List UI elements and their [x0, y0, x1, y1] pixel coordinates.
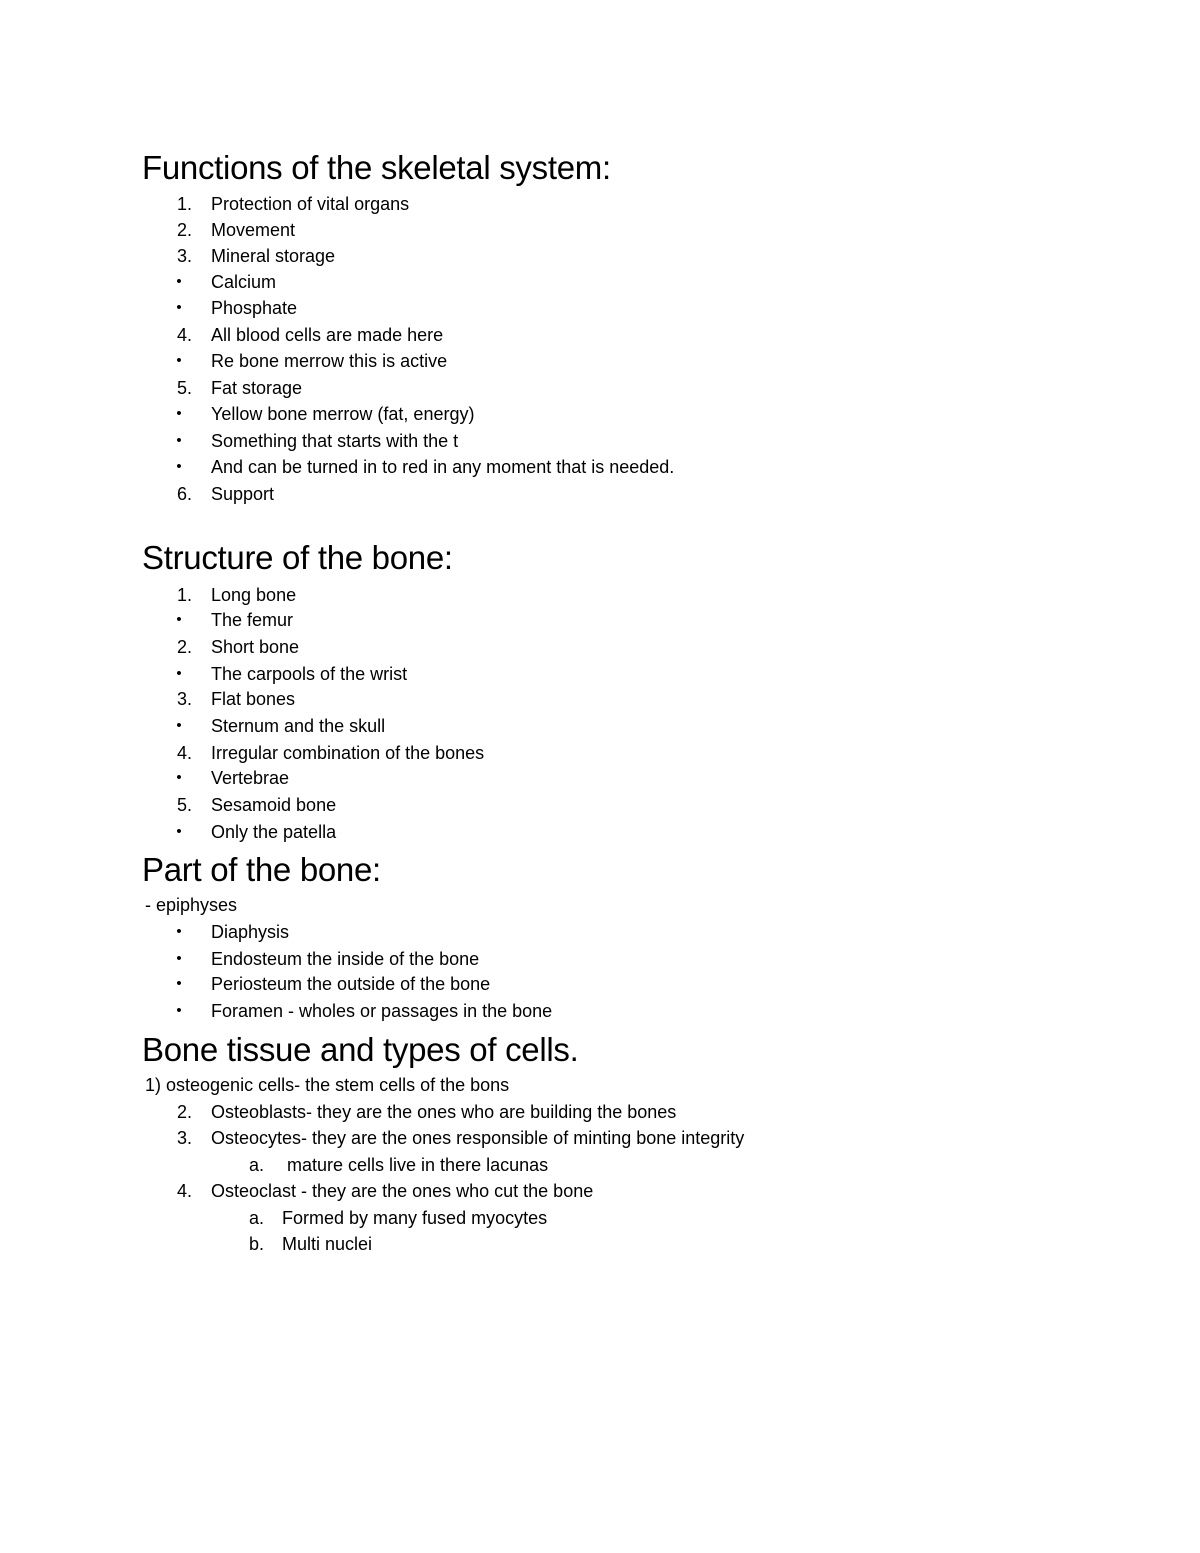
list-number: 4. — [176, 743, 192, 763]
list-item — [0, 401, 1000, 427]
list-item — [0, 481, 1000, 507]
list-letter: a. — [248, 1155, 264, 1175]
section-heading-functions: Functions of the skeletal system: — [142, 149, 611, 186]
list-item-text: Osteocytes- they are the ones responsible of minting bone integrity — [211, 1128, 745, 1148]
list-item-text: Flat bones — [211, 689, 296, 709]
list-item — [0, 428, 1000, 454]
list-number: 6. — [176, 484, 192, 504]
list-item-text: Long bone — [211, 585, 297, 605]
list-letter: a. — [248, 1208, 264, 1228]
list-item — [0, 946, 1000, 972]
list-item — [0, 661, 1000, 687]
bullet-icon: • — [176, 299, 182, 316]
list-number: 5. — [176, 795, 192, 815]
bullet-icon: • — [176, 405, 182, 422]
list-item-text: Osteoblasts- they are the ones who are building the bones — [211, 1102, 677, 1122]
list-item — [0, 792, 1000, 818]
list-item-text: Endosteum the inside of the bone — [211, 949, 480, 969]
intro-text: 1) osteogenic cells- the stem cells of the bons — [145, 1075, 510, 1095]
list-item — [0, 348, 1000, 374]
list-item-text: All blood cells are made here — [211, 325, 444, 345]
list-number: 4. — [176, 1181, 192, 1201]
list-number: 2. — [176, 220, 192, 240]
list-item-text: And can be turned in to red in any moment that is needed. — [211, 457, 675, 477]
list-item-text: Mineral storage — [211, 246, 336, 266]
list-item — [0, 713, 1000, 739]
list-item-text: Calcium — [211, 272, 277, 292]
list-item — [0, 740, 1000, 766]
list-number: 2. — [176, 1102, 192, 1122]
list-item — [0, 607, 1000, 633]
list-item — [0, 295, 1000, 321]
bullet-icon: • — [176, 458, 182, 475]
intro-line — [0, 1072, 1000, 1098]
list-item-text: Osteoclast - they are the ones who cut the bone — [211, 1181, 594, 1201]
list-item-text: Periosteum the outside of the bone — [211, 974, 491, 994]
list-number: 2. — [176, 637, 192, 657]
bullet-icon: • — [176, 352, 182, 369]
bullet-icon: • — [176, 823, 182, 840]
list-item — [0, 971, 1000, 997]
list-item — [0, 634, 1000, 660]
list-item-text: Re bone merrow this is active — [211, 351, 448, 371]
list-item-text: Vertebrae — [211, 768, 290, 788]
section-heading-structure: Structure of the bone: — [142, 539, 453, 576]
list-item — [0, 765, 1000, 791]
list-item — [0, 454, 1000, 480]
list-item — [0, 322, 1000, 348]
bullet-icon: • — [176, 975, 182, 992]
list-item-text: Something that starts with the t — [211, 431, 459, 451]
list-item — [0, 819, 1000, 845]
list-item — [0, 582, 1000, 608]
list-item-text: Phosphate — [211, 298, 298, 318]
list-number: 1. — [176, 585, 192, 605]
list-item — [0, 1178, 1000, 1204]
list-item-text: Irregular combination of the bones — [211, 743, 485, 763]
list-number: 4. — [176, 325, 192, 345]
list-item — [0, 375, 1000, 401]
bullet-icon: • — [176, 273, 182, 290]
list-letter: b. — [248, 1234, 264, 1254]
list-item-text: Formed by many fused myocytes — [282, 1208, 548, 1228]
bullet-icon: • — [176, 432, 182, 449]
bullet-icon: • — [176, 923, 182, 940]
list-item — [0, 1099, 1000, 1125]
bullet-icon: • — [176, 611, 182, 628]
bullet-icon: • — [176, 769, 182, 786]
list-number: 3. — [176, 246, 192, 266]
list-item-text: The carpools of the wrist — [211, 664, 408, 684]
bullet-icon: • — [176, 950, 182, 967]
list-item-text: Protection of vital organs — [211, 194, 410, 214]
list-item-text: mature cells live in there lacunas — [287, 1155, 549, 1175]
list-item-text: Sesamoid bone — [211, 795, 337, 815]
list-item-text: Yellow bone merrow (fat, energy) — [211, 404, 475, 424]
list-item — [0, 1125, 1000, 1151]
list-item-text: Sternum and the skull — [211, 716, 386, 736]
list-item — [0, 919, 1000, 945]
list-item-text: The femur — [211, 610, 294, 630]
section-heading-parts: Part of the bone: — [142, 851, 381, 888]
list-item-text: Fat storage — [211, 378, 303, 398]
bullet-icon: • — [176, 1002, 182, 1019]
list-number: 3. — [176, 689, 192, 709]
bullet-icon: • — [176, 717, 182, 734]
list-item-text: Short bone — [211, 637, 300, 657]
list-item — [0, 1231, 1000, 1257]
list-item — [0, 191, 1000, 217]
list-item-text: Movement — [211, 220, 296, 240]
bullet-icon: • — [176, 665, 182, 682]
list-item-text: Multi nuclei — [282, 1234, 373, 1254]
section-heading-tissue: Bone tissue and types of cells. — [142, 1031, 579, 1068]
list-item — [0, 998, 1000, 1024]
list-item — [0, 1205, 1000, 1231]
intro-text: - epiphyses — [145, 895, 238, 915]
list-item-text: Diaphysis — [211, 922, 290, 942]
list-item-text: Support — [211, 484, 275, 504]
list-item-text: Foramen - wholes or passages in the bone — [211, 1001, 553, 1021]
list-item — [0, 686, 1000, 712]
list-item — [0, 243, 1000, 269]
list-item — [0, 1152, 1000, 1178]
intro-line — [0, 892, 1000, 918]
list-number: 3. — [176, 1128, 192, 1148]
list-item — [0, 217, 1000, 243]
list-item-text: Only the patella — [211, 822, 337, 842]
list-number: 5. — [176, 378, 192, 398]
list-number: 1. — [176, 194, 192, 214]
list-item — [0, 269, 1000, 295]
